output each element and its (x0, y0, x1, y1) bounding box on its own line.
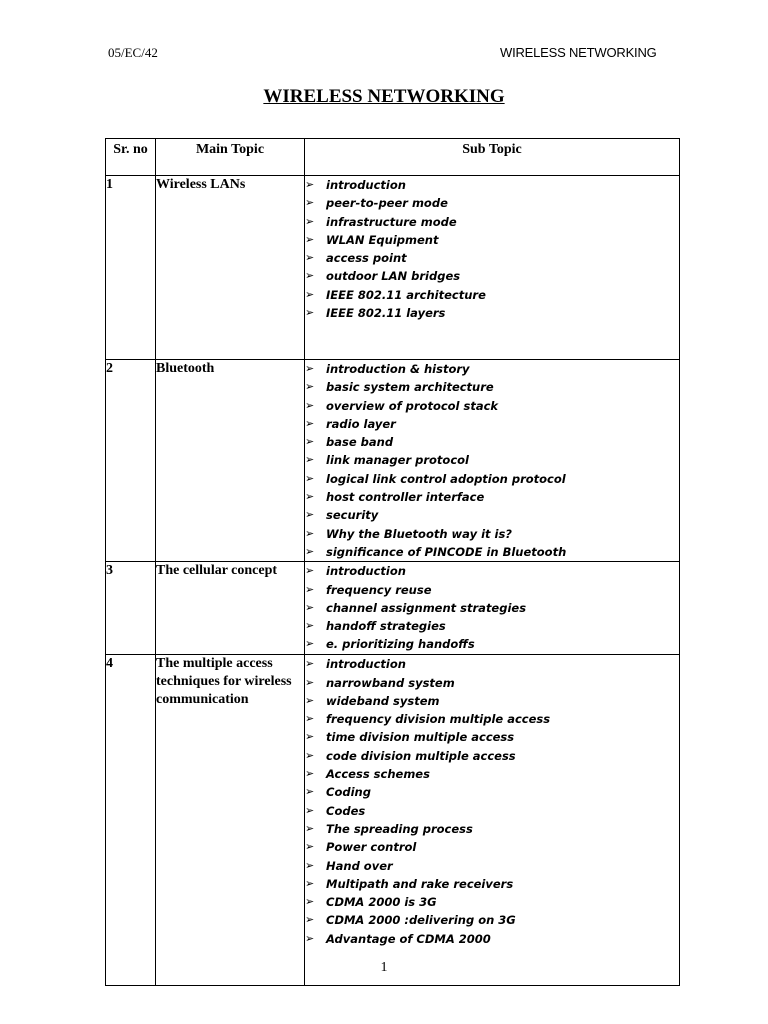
arrow-bullet-icon: ➢ (305, 214, 315, 228)
sub-topic-text: security (326, 508, 379, 523)
list-item (305, 893, 679, 911)
arrow-bullet-icon: ➢ (305, 362, 315, 375)
list-item (305, 488, 679, 506)
table-row (106, 360, 680, 562)
list-item (305, 692, 679, 710)
sub-topic-cell (305, 655, 680, 986)
arrow-bullet-icon: ➢ (305, 840, 315, 854)
list-item (305, 802, 679, 820)
sub-topic-text: significance of PINCODE in Bluetooth (326, 544, 567, 559)
arrow-bullet-icon: ➢ (305, 748, 315, 762)
list-item (305, 286, 679, 304)
sub-topic-text: overview of protocol stack (326, 398, 499, 413)
list-item (305, 635, 679, 653)
arrow-bullet-icon: ➢ (305, 730, 315, 744)
list-item (305, 838, 679, 856)
sub-topic-cell (305, 176, 680, 360)
arrow-bullet-icon: ➢ (305, 490, 315, 504)
arrow-bullet-icon: ➢ (305, 453, 315, 467)
arrow-bullet-icon: ➢ (305, 821, 315, 835)
list-item (305, 397, 679, 415)
sub-topic-cell (305, 562, 680, 655)
arrow-bullet-icon: ➢ (305, 269, 315, 283)
arrow-bullet-icon: ➢ (305, 380, 315, 394)
arrow-bullet-icon: ➢ (305, 858, 315, 872)
arrow-bullet-icon: ➢ (305, 657, 315, 671)
sub-topic-text: narrowband system (326, 675, 455, 690)
list-item (305, 543, 679, 561)
arrow-bullet-icon: ➢ (305, 913, 315, 927)
arrow-bullet-icon: ➢ (305, 544, 315, 558)
sub-topic-text: infrastructure mode (326, 214, 457, 229)
arrow-bullet-icon: ➢ (305, 435, 315, 449)
syllabus-table (105, 138, 680, 986)
table-header-row (106, 139, 680, 176)
sub-topic-text: introduction (326, 657, 406, 672)
list-item (305, 765, 679, 783)
list-item (305, 304, 679, 322)
column-header-sr-no: Sr. no (106, 139, 156, 176)
list-item (305, 360, 679, 378)
list-item (305, 930, 679, 948)
arrow-bullet-icon: ➢ (305, 767, 315, 781)
sub-topic-text: access point (326, 251, 407, 266)
sub-topic-text: CDMA 2000 is 3G (326, 895, 437, 910)
row-number: 2 (106, 360, 156, 562)
main-topic: The cellular concept (156, 562, 305, 655)
list-item (305, 194, 679, 212)
sub-topic-text: base band (326, 435, 394, 450)
arrow-bullet-icon: ➢ (305, 526, 315, 540)
list-item (305, 599, 679, 617)
sub-topic-text: introduction & history (326, 362, 470, 376)
arrow-bullet-icon: ➢ (305, 178, 315, 191)
list-item (305, 176, 679, 194)
arrow-bullet-icon: ➢ (305, 582, 315, 596)
sub-topic-text: Power control (326, 840, 417, 855)
arrow-bullet-icon: ➢ (305, 398, 315, 412)
list-item (305, 231, 679, 249)
list-item (305, 728, 679, 746)
sub-topic-text: introduction (326, 178, 406, 192)
sub-topic-text: Why the Bluetooth way it is? (326, 526, 512, 541)
main-topic: Bluetooth (156, 360, 305, 562)
list-item (305, 451, 679, 469)
list-item (305, 655, 679, 673)
sub-topic-text: outdoor LAN bridges (326, 269, 461, 284)
sub-topic-list (305, 176, 679, 322)
row-number: 3 (106, 562, 156, 655)
arrow-bullet-icon: ➢ (305, 619, 315, 633)
arrow-bullet-icon: ➢ (305, 196, 315, 210)
sub-topic-text: CDMA 2000 :delivering on 3G (326, 913, 516, 928)
sub-topic-text: peer-to-peer mode (326, 196, 448, 211)
sub-topic-text: handoff strategies (326, 619, 446, 634)
list-item (305, 857, 679, 875)
list-item (305, 783, 679, 801)
main-topic: Wireless LANs (156, 176, 305, 360)
sub-topic-text: The spreading process (326, 821, 473, 836)
list-item (305, 470, 679, 488)
sub-topic-text: Codes (326, 803, 366, 818)
arrow-bullet-icon: ➢ (305, 600, 315, 614)
table-row (106, 176, 680, 360)
arrow-bullet-icon: ➢ (305, 471, 315, 485)
arrow-bullet-icon: ➢ (305, 637, 315, 651)
list-item (305, 249, 679, 267)
list-item (305, 415, 679, 433)
row-number: 1 (106, 176, 156, 360)
list-item (305, 213, 679, 231)
sub-topic-text: IEEE 802.11 architecture (326, 287, 486, 302)
sub-topic-text: time division multiple access (326, 730, 515, 745)
list-item (305, 267, 679, 285)
list-item (305, 525, 679, 543)
header-course-name: WIRELESS NETWORKING (500, 45, 657, 60)
sub-topic-text: Advantage of CDMA 2000 (326, 931, 491, 946)
sub-topic-text: Coding (326, 785, 371, 800)
list-item (305, 617, 679, 635)
list-item (305, 562, 679, 580)
arrow-bullet-icon: ➢ (305, 876, 315, 890)
list-item (305, 581, 679, 599)
sub-topic-text: frequency reuse (326, 582, 432, 597)
arrow-bullet-icon: ➢ (305, 251, 315, 265)
sub-topic-text: radio layer (326, 416, 396, 431)
sub-topic-text: basic system architecture (326, 380, 494, 395)
sub-topic-cell (305, 360, 680, 562)
arrow-bullet-icon: ➢ (305, 287, 315, 301)
list-item (305, 506, 679, 524)
list-item (305, 747, 679, 765)
arrow-bullet-icon: ➢ (305, 564, 315, 578)
list-item (305, 820, 679, 838)
list-item (305, 710, 679, 728)
main-topic: The multiple access techniques for wireless communication (156, 655, 305, 986)
list-item (305, 433, 679, 451)
row-number: 4 (106, 655, 156, 986)
arrow-bullet-icon: ➢ (305, 785, 315, 799)
list-item (305, 674, 679, 692)
arrow-bullet-icon: ➢ (305, 693, 315, 707)
arrow-bullet-icon: ➢ (305, 416, 315, 430)
sub-topic-list (305, 562, 679, 653)
column-header-sub-topic: Sub Topic (305, 139, 680, 176)
sub-topic-text: host controller interface (326, 490, 485, 505)
sub-topic-text: code division multiple access (326, 748, 516, 763)
sub-topic-text: wideband system (326, 693, 440, 708)
arrow-bullet-icon: ➢ (305, 803, 315, 817)
sub-topic-text: frequency division multiple access (326, 712, 551, 727)
arrow-bullet-icon: ➢ (305, 895, 315, 909)
page-number: 1 (380, 960, 388, 975)
list-item (305, 911, 679, 929)
arrow-bullet-icon: ➢ (305, 306, 315, 320)
sub-topic-text: Access schemes (326, 767, 430, 782)
table-row (106, 655, 680, 986)
arrow-bullet-icon: ➢ (305, 675, 315, 689)
list-item (305, 378, 679, 396)
list-item (305, 875, 679, 893)
sub-topic-list (305, 360, 679, 561)
column-header-main-topic: Main Topic (156, 139, 305, 176)
sub-topic-text: introduction (326, 564, 406, 579)
arrow-bullet-icon: ➢ (305, 508, 315, 522)
sub-topic-text: Hand over (326, 858, 393, 873)
header-course-code: 05/EC/42 (108, 45, 158, 60)
sub-topic-text: Multipath and rake receivers (326, 876, 514, 891)
sub-topic-text: channel assignment strategies (326, 600, 527, 615)
document-title: WIRELESS NETWORKING (263, 86, 505, 107)
sub-topic-text: e. prioritizing handoffs (326, 637, 475, 652)
sub-topic-text: WLAN Equipment (326, 232, 439, 247)
sub-topic-text: logical link control adoption protocol (326, 471, 566, 486)
arrow-bullet-icon: ➢ (305, 931, 315, 945)
table-row (106, 562, 680, 655)
sub-topic-text: IEEE 802.11 layers (326, 306, 446, 321)
arrow-bullet-icon: ➢ (305, 712, 315, 726)
sub-topic-text: link manager protocol (326, 453, 469, 468)
sub-topic-list (305, 655, 679, 948)
arrow-bullet-icon: ➢ (305, 232, 315, 246)
